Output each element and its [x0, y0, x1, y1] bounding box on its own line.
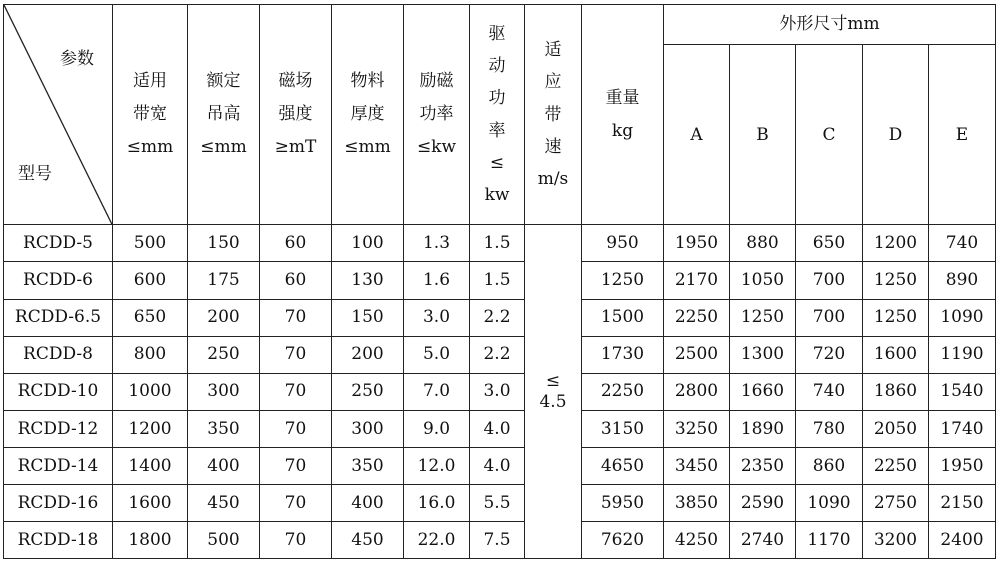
header-line: ≤mm	[200, 137, 247, 158]
cell-model: RCDD-14	[4, 447, 113, 484]
corner-model-label: 型号	[18, 163, 52, 184]
cell-drive: 5.5	[470, 484, 525, 521]
cell-d: 3200	[863, 521, 929, 558]
table-row	[4, 336, 996, 373]
cell-c: 720	[796, 336, 863, 373]
cell-field: 70	[260, 521, 332, 558]
cell-lift: 400	[188, 447, 260, 484]
speed-line: ≤	[545, 371, 561, 392]
cell-e: 740	[929, 225, 996, 262]
cell-model: RCDD-6	[4, 262, 113, 299]
cell-excite: 3.0	[404, 299, 470, 336]
header-line: 带	[544, 104, 562, 125]
cell-field: 70	[260, 484, 332, 521]
cell-b: 1300	[730, 336, 796, 373]
cell-width: 1000	[113, 373, 188, 410]
header-line: 功	[488, 88, 506, 109]
table-row	[4, 521, 996, 558]
cell-thick: 400	[332, 484, 404, 521]
cell-a: 3850	[664, 484, 730, 521]
cell-field: 70	[260, 447, 332, 484]
cell-e: 1090	[929, 299, 996, 336]
cell-c: 860	[796, 447, 863, 484]
cell-width: 1600	[113, 484, 188, 521]
cell-drive: 1.5	[470, 262, 525, 299]
cell-drive: 1.5	[470, 225, 525, 262]
cell-e: 1950	[929, 447, 996, 484]
cell-drive: 3.0	[470, 373, 525, 410]
cell-excite: 12.0	[404, 447, 470, 484]
cell-a: 2800	[664, 373, 730, 410]
header-line: 适	[544, 39, 562, 60]
cell-model: RCDD-5	[4, 225, 113, 262]
cell-lift: 450	[188, 484, 260, 521]
table-row	[4, 299, 996, 336]
spec-table	[3, 4, 996, 559]
header-line: kg	[611, 120, 634, 141]
belt-speed-cell	[525, 225, 582, 559]
header-line: 物料	[350, 70, 385, 91]
header-line: 吊高	[206, 104, 241, 125]
header-line: 磁场	[278, 70, 313, 91]
header-line: 重量	[605, 87, 640, 108]
cell-width: 1200	[113, 410, 188, 447]
cell-drive: 2.2	[470, 299, 525, 336]
cell-b: 2590	[730, 484, 796, 521]
header-line: 功率	[419, 104, 454, 125]
cell-model: RCDD-8	[4, 336, 113, 373]
cell-thick: 200	[332, 336, 404, 373]
cell-e: 890	[929, 262, 996, 299]
cell-e: 1740	[929, 410, 996, 447]
header-line: m/s	[537, 169, 569, 190]
header-line: ≤mm	[344, 137, 391, 158]
cell-c: 780	[796, 410, 863, 447]
header-line: 厚度	[350, 104, 385, 125]
drive-power-header	[470, 5, 525, 225]
table-row	[4, 262, 996, 299]
cell-e: 2150	[929, 484, 996, 521]
cell-d: 1250	[863, 299, 929, 336]
cell-b: 1890	[730, 410, 796, 447]
cell-drive: 4.0	[470, 447, 525, 484]
header-line: 励磁	[419, 70, 454, 91]
cell-width: 600	[113, 262, 188, 299]
speed-line: 4.5	[539, 391, 567, 412]
cell-weight: 950	[582, 225, 664, 262]
cell-a: 3450	[664, 447, 730, 484]
cell-model: RCDD-12	[4, 410, 113, 447]
cell-width: 1400	[113, 447, 188, 484]
cell-field: 70	[260, 336, 332, 373]
belt-speed-header	[525, 5, 582, 225]
cell-weight: 1250	[582, 262, 664, 299]
cell-thick: 130	[332, 262, 404, 299]
cell-d: 2050	[863, 410, 929, 447]
field-strength-header	[260, 5, 332, 225]
cell-lift: 300	[188, 373, 260, 410]
cell-model: RCDD-10	[4, 373, 113, 410]
cell-weight: 5950	[582, 484, 664, 521]
header-line: ≥mT	[274, 137, 317, 158]
header-line: 速	[544, 136, 562, 157]
cell-thick: 250	[332, 373, 404, 410]
header-line: 适用	[133, 70, 167, 91]
cell-a: 1950	[664, 225, 730, 262]
cell-a: 2500	[664, 336, 730, 373]
cell-b: 1050	[730, 262, 796, 299]
cell-lift: 350	[188, 410, 260, 447]
cell-model: RCDD-16	[4, 484, 113, 521]
header-line: ≤mm	[126, 137, 174, 158]
cell-thick: 450	[332, 521, 404, 558]
table-row	[4, 410, 996, 447]
corner-param-label: 参数	[60, 49, 94, 69]
header-line: 动	[488, 56, 506, 77]
cell-d: 2750	[863, 484, 929, 521]
cell-e: 2400	[929, 521, 996, 558]
cell-thick: 100	[332, 225, 404, 262]
table-row	[4, 447, 996, 484]
cell-weight: 1730	[582, 336, 664, 373]
cell-field: 70	[260, 373, 332, 410]
cell-weight: 2250	[582, 373, 664, 410]
cell-c: 1090	[796, 484, 863, 521]
header-line: 驱	[488, 23, 506, 44]
cell-lift: 150	[188, 225, 260, 262]
corner-header-cell	[4, 5, 113, 225]
excitation-power-header	[404, 5, 470, 225]
header-line: kw	[484, 185, 510, 206]
cell-excite: 9.0	[404, 410, 470, 447]
cell-a: 2250	[664, 299, 730, 336]
header-line: 额定	[206, 70, 241, 91]
cell-c: 1170	[796, 521, 863, 558]
cell-model: RCDD-6.5	[4, 299, 113, 336]
cell-e: 1190	[929, 336, 996, 373]
table-row	[4, 225, 996, 262]
cell-drive: 7.5	[470, 521, 525, 558]
cell-a: 4250	[664, 521, 730, 558]
header-line: 应	[544, 72, 562, 93]
cell-weight: 3150	[582, 410, 664, 447]
cell-weight: 1500	[582, 299, 664, 336]
cell-width: 650	[113, 299, 188, 336]
dim-col-e: E	[929, 45, 996, 225]
belt-width-header	[113, 5, 188, 225]
cell-drive: 4.0	[470, 410, 525, 447]
header-line: 率	[488, 120, 506, 141]
cell-d: 1200	[863, 225, 929, 262]
cell-excite: 22.0	[404, 521, 470, 558]
diagonal-divider	[4, 5, 112, 224]
cell-width: 800	[113, 336, 188, 373]
cell-field: 70	[260, 410, 332, 447]
dim-col-b: B	[730, 45, 796, 225]
cell-lift: 250	[188, 336, 260, 373]
cell-field: 70	[260, 299, 332, 336]
cell-excite: 1.6	[404, 262, 470, 299]
cell-b: 2740	[730, 521, 796, 558]
cell-width: 500	[113, 225, 188, 262]
cell-d: 1250	[863, 262, 929, 299]
header-line: ≤	[489, 152, 505, 173]
cell-c: 700	[796, 262, 863, 299]
cell-thick: 150	[332, 299, 404, 336]
cell-d: 1860	[863, 373, 929, 410]
cell-lift: 500	[188, 521, 260, 558]
cell-c: 740	[796, 373, 863, 410]
cell-weight: 4650	[582, 447, 664, 484]
cell-lift: 175	[188, 262, 260, 299]
dim-col-d: D	[863, 45, 929, 225]
material-thickness-header	[332, 5, 404, 225]
cell-b: 880	[730, 225, 796, 262]
cell-e: 1540	[929, 373, 996, 410]
dimensions-header: 外形尺寸mm	[664, 5, 996, 45]
table-row	[4, 484, 996, 521]
cell-width: 1800	[113, 521, 188, 558]
weight-header	[582, 5, 664, 225]
cell-c: 700	[796, 299, 863, 336]
table-row	[4, 373, 996, 410]
cell-field: 60	[260, 225, 332, 262]
cell-excite: 5.0	[404, 336, 470, 373]
cell-thick: 350	[332, 447, 404, 484]
cell-field: 60	[260, 262, 332, 299]
cell-model: RCDD-18	[4, 521, 113, 558]
cell-drive: 2.2	[470, 336, 525, 373]
cell-weight: 7620	[582, 521, 664, 558]
cell-d: 2250	[863, 447, 929, 484]
cell-a: 2170	[664, 262, 730, 299]
cell-excite: 16.0	[404, 484, 470, 521]
cell-b: 1660	[730, 373, 796, 410]
cell-c: 650	[796, 225, 863, 262]
header-line: 带宽	[133, 104, 167, 125]
cell-d: 1600	[863, 336, 929, 373]
cell-excite: 7.0	[404, 373, 470, 410]
lift-height-header	[188, 5, 260, 225]
cell-thick: 300	[332, 410, 404, 447]
cell-b: 2350	[730, 447, 796, 484]
cell-excite: 1.3	[404, 225, 470, 262]
cell-a: 3250	[664, 410, 730, 447]
header-line: 强度	[278, 104, 313, 125]
cell-b: 1250	[730, 299, 796, 336]
cell-lift: 200	[188, 299, 260, 336]
header-row-1	[4, 5, 996, 45]
dim-col-c: C	[796, 45, 863, 225]
header-line: ≤kw	[416, 137, 457, 158]
dim-col-a: A	[664, 45, 730, 225]
